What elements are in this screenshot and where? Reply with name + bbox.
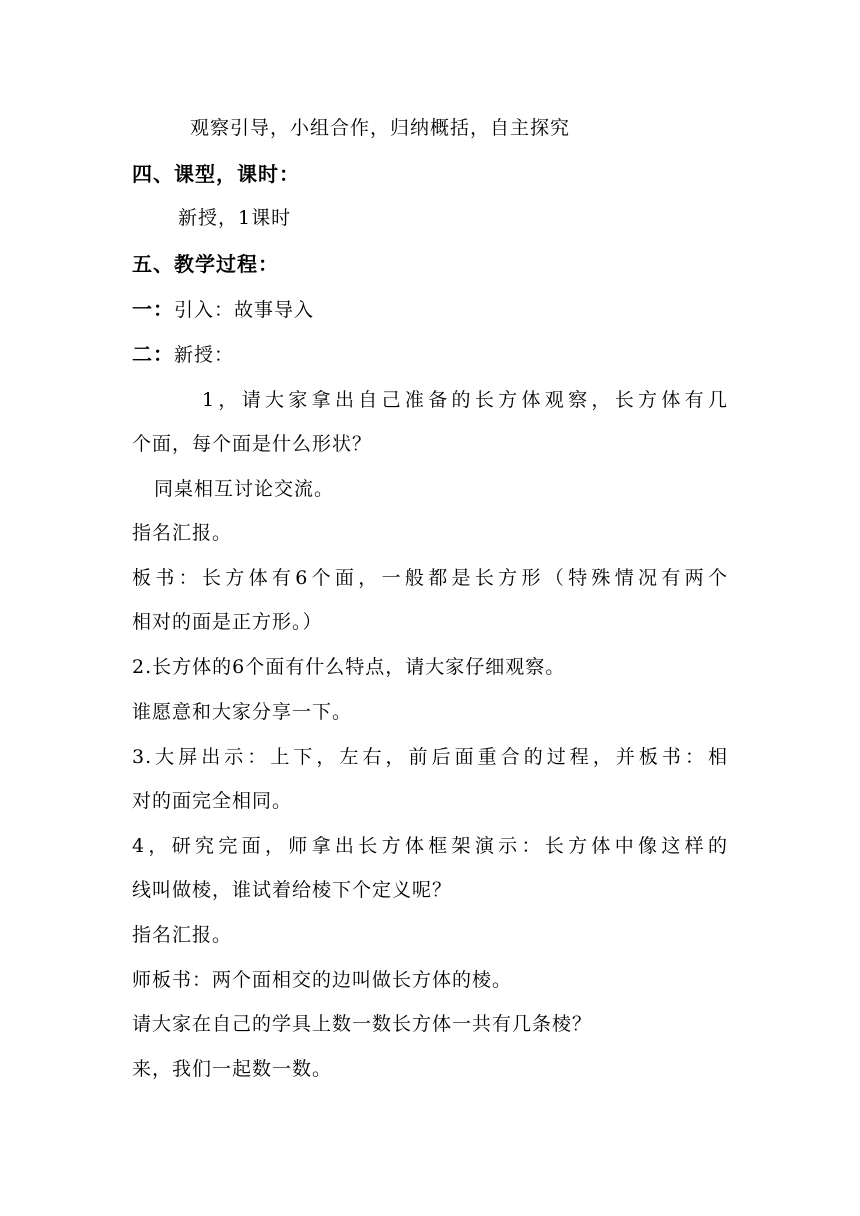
step-3-line-1: 3.大屏出示：上下，左右，前后面重合的过程，并板书：相 xyxy=(132,746,728,768)
board-note-1-line-1: 板书：长方体有6个面，一般都是长方形（特殊情况有两个 xyxy=(132,567,728,589)
report-text-2: 指名汇报。 xyxy=(132,924,233,946)
report-text-1: 指名汇报。 xyxy=(132,522,233,544)
new-lesson-prefix: 二： xyxy=(132,342,174,366)
section-heading-teaching-process: 五、教学过程： xyxy=(132,252,279,276)
intro-text: 故事导入 xyxy=(234,299,315,321)
step-1-line-2: 个面，每个面是什么形状？ xyxy=(132,433,373,455)
step-4-line-2: 线叫做棱，谁试着给棱下个定义呢？ xyxy=(132,879,453,901)
intro-line xyxy=(132,297,732,322)
count-edges-text: 请大家在自己的学具上数一数长方体一共有几条棱？ xyxy=(132,1013,593,1035)
step-2-text: 2.长方体的6个面有什么特点，请大家仔细观察。 xyxy=(132,656,566,678)
step-1-line-1: 1，请大家拿出自己准备的长方体观察，长方体有几 xyxy=(202,389,728,411)
board-note-2: 师板书：两个面相交的边叫做长方体的棱。 xyxy=(132,969,513,991)
discussion-text: 同桌相互讨论交流。 xyxy=(154,478,335,500)
intro-prefix: 一： xyxy=(132,297,174,321)
new-lesson-line xyxy=(132,342,732,367)
board-note-1-line-2: 相对的面是正方形。） xyxy=(132,611,323,633)
lesson-type-text: 新授，1课时 xyxy=(178,207,292,229)
section-heading-lesson-type: 四、课型，课时： xyxy=(132,162,300,186)
teaching-methods-text: 观察引导，小组合作，归纳概括，自主探究 xyxy=(190,117,571,139)
share-text: 谁愿意和大家分享一下。 xyxy=(132,701,353,723)
step-4-line-1: 4，研究完面，师拿出长方体框架演示：长方体中像这样的 xyxy=(132,835,728,857)
intro-label: 引入： xyxy=(174,299,235,321)
step-3-line-2: 对的面完全相同。 xyxy=(132,790,293,812)
new-lesson-label: 新授： xyxy=(174,344,235,366)
count-together-text: 来，我们一起数一数。 xyxy=(132,1058,333,1080)
